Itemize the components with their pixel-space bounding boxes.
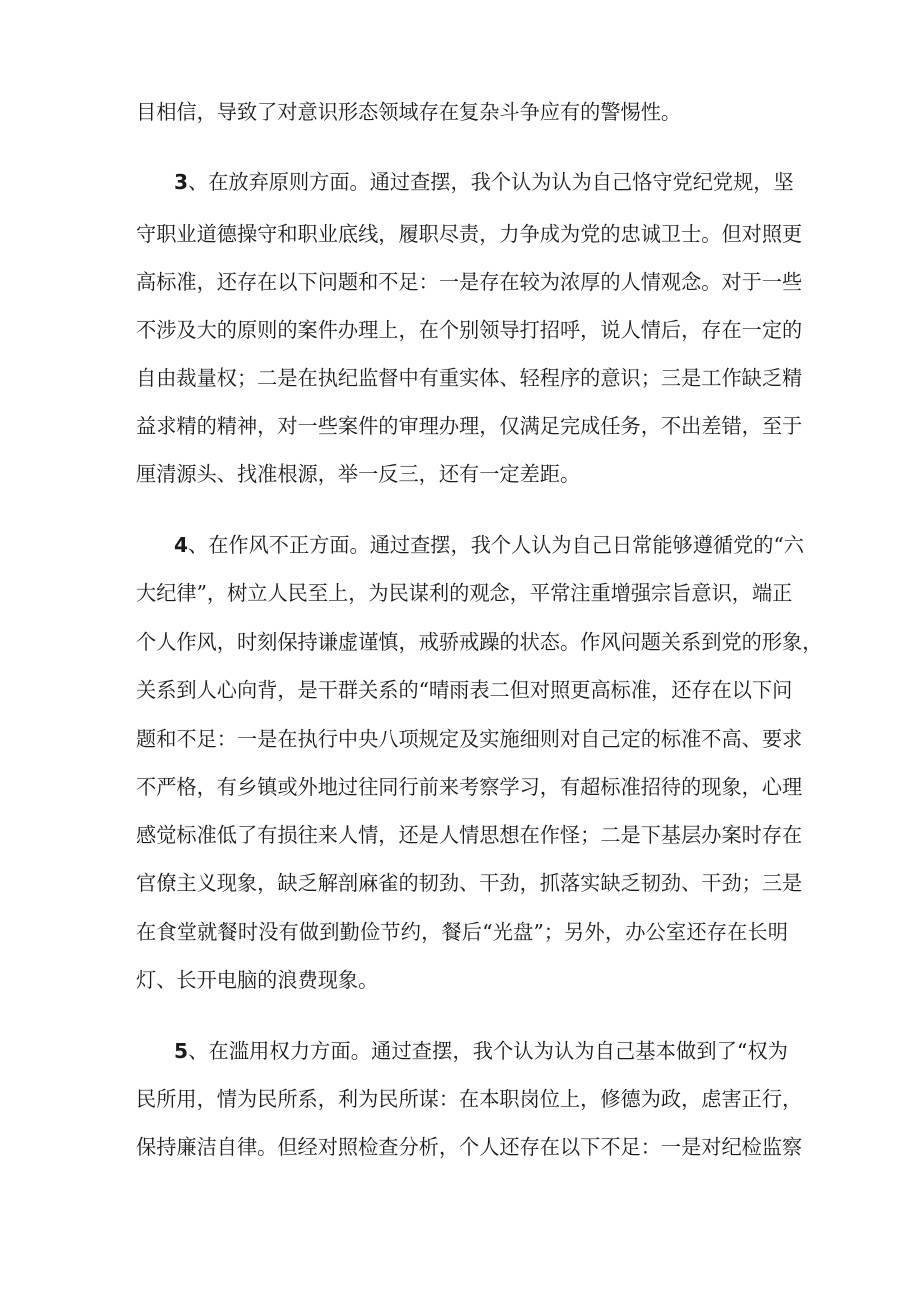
paragraph-number: 5 [174, 1039, 189, 1063]
paragraph-line: 灯、长开电脑的浪费现象。 [136, 968, 379, 992]
paragraph-line: 个人作风，时刻保持谦虚谨慎，戒骄戒躁的状态。作风问题关系到党的形象， [136, 630, 823, 654]
paragraph-line: 高标准，还存在以下问题和不足：一是存在较为浓厚的人情观念。对于一些 [136, 270, 803, 294]
paragraph-line: 益求精的精神，对一些案件的审理办理，仅满足完成任务，不出差错，至于 [136, 414, 803, 438]
paragraph-line: 官僚主义现象，缺乏解剖麻雀的韧劲、干劲，抓落实缺乏韧劲、干劲；三是 [136, 871, 803, 895]
paragraph-text: 、在放弃原则方面。通过查摆，我个认为认为自己恪守党纪党规，坚 [188, 170, 794, 194]
paragraph-line: 题和不足：一是在执行中央八项规定及实施细则对自己定的标准不高、要求 [136, 727, 803, 751]
paragraph-line: 目相信，导致了对意识形态领域存在复杂斗争应有的警惕性。 [136, 100, 682, 124]
paragraph-text: 、在滥用权力方面。通过查摆，我个认为认为自己基本做到了“权为 [188, 1039, 788, 1063]
paragraph-line: 关系到人心向背，是干群关系的“晴雨表二但对照更高标准，还存在以下问 [136, 678, 793, 702]
paragraph-number: 4 [174, 533, 189, 557]
paragraph-line: 守职业道德操守和职业底线，履职尽责，力争成为党的忠诚卫士。但对照更 [136, 222, 803, 246]
paragraph-line [174, 1031, 788, 1071]
paragraph-line [174, 162, 794, 202]
paragraph-line: 保持廉洁自律。但经对照检查分析，个人还存在以下不足：一是对纪检监察 [136, 1135, 803, 1159]
paragraph-number: 3 [174, 170, 189, 194]
paragraph-line: 在食堂就餐时没有做到勤俭节约，餐后“光盘”；另外，办公室还存在长明 [136, 920, 788, 944]
paragraph-line [174, 525, 804, 565]
paragraph-line: 大纪律”，树立人民至上，为民谋利的观念，平常注重增强宗旨意识，端正 [136, 581, 793, 605]
paragraph-text: 、在作风不正方面。通过查摆，我个人认为自己日常能够遵循党的“六 [188, 533, 804, 557]
paragraph-line: 不严格，有乡镇或外地过往同行前来考察学习，有超标准招待的现象，心理 [136, 775, 803, 799]
paragraph-line: 自由裁量权；二是在执纪监督中有重实体、轻程序的意识；三是工作缺乏精 [136, 366, 803, 390]
paragraph-line: 感觉标准低了有损往来人情，还是人情思想在作怪；二是下基层办案时存在 [136, 823, 803, 847]
paragraph-line: 民所用，情为民所系，利为民所谋：在本职岗位上，修德为政，虑害正行， [136, 1087, 803, 1111]
paragraph-line: 不涉及大的原则的案件办理上，在个别领导打招呼，说人情后，存在一定的 [136, 318, 803, 342]
paragraph-line: 厘清源头、找准根源，举一反三，还有一定差距。 [136, 462, 581, 486]
